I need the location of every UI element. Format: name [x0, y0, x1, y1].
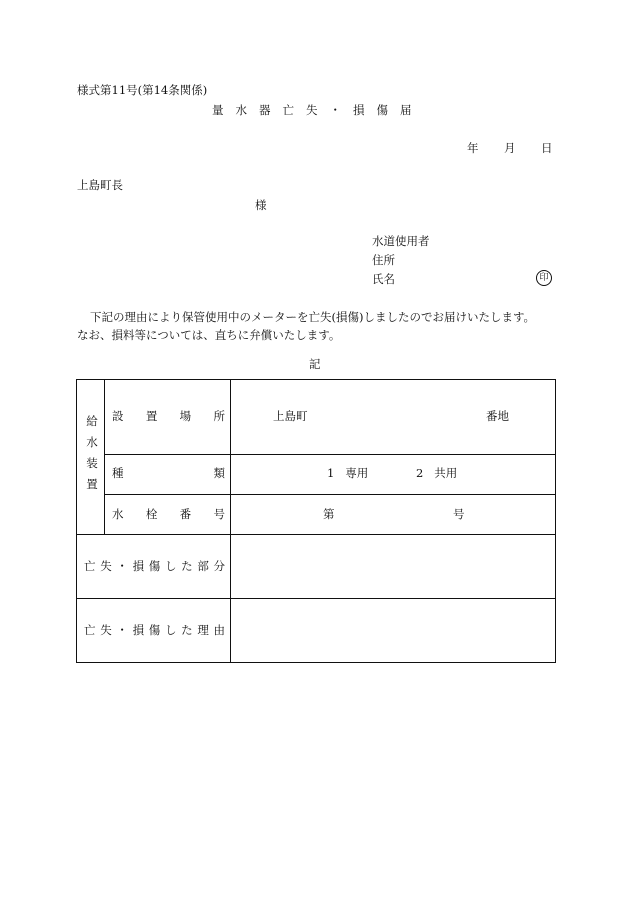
date-month-field[interactable]: 月 — [504, 141, 516, 155]
group-label-char: 置 — [86, 477, 98, 491]
group-label-char: 給 — [86, 414, 98, 428]
body-text-line-1: 下記の理由により保管使用中のメーターを亡失(損傷)しましたのでお届けいたします。 — [90, 310, 536, 324]
hydrant-number-prefix: 第 — [323, 507, 335, 521]
title-char: ・ — [329, 103, 341, 117]
form-number: 様式第11号(第14条関係) — [77, 83, 208, 97]
title-char: 器 — [259, 103, 271, 117]
lost-part-input[interactable] — [237, 540, 549, 592]
title-char: 損 — [353, 103, 365, 117]
date-year-field[interactable]: 年 — [467, 141, 479, 155]
group-label-char: 装 — [86, 456, 98, 470]
applicant-role: 水道使用者 — [372, 234, 430, 248]
location-lot-suffix: 番地 — [486, 409, 509, 423]
title-char: 傷 — [376, 103, 388, 117]
table-divider — [104, 454, 555, 455]
hydrant-number-suffix: 号 — [453, 507, 465, 521]
title-char: 亡 — [282, 103, 294, 117]
table-divider — [230, 380, 231, 662]
document-title — [212, 105, 424, 117]
seal-icon: 印 — [536, 270, 552, 286]
type-option-dedicated[interactable]: 1 専用 — [327, 466, 369, 480]
address-field[interactable]: 住所 — [372, 253, 395, 267]
title-char: 量 — [212, 103, 224, 117]
group-label-char: 水 — [86, 435, 98, 449]
table-divider — [77, 598, 555, 599]
honorific: 様 — [255, 198, 267, 212]
title-char: 届 — [400, 103, 412, 117]
body-text-line-2: なお、損料等については、直ちに弁償いたします。 — [77, 328, 341, 342]
table-divider — [77, 534, 555, 535]
location-town[interactable]: 上島町 — [273, 409, 308, 423]
name-field[interactable]: 氏名 — [372, 272, 395, 286]
title-char: 失 — [306, 103, 318, 117]
water-supply-equipment-label — [86, 416, 98, 500]
location-label: 設 置 場 所 — [112, 409, 225, 423]
table-divider — [104, 380, 105, 534]
date-day-field[interactable]: 日 — [541, 141, 553, 155]
type-label: 種 類 — [112, 466, 225, 480]
addressee: 上島町長 — [77, 178, 123, 192]
lost-reason-label: 亡 失 ・ 損 傷 し た 理 由 — [84, 623, 225, 637]
type-option-shared[interactable]: 2 共用 — [416, 466, 458, 480]
record-heading: 記 — [309, 357, 321, 371]
title-char: 水 — [235, 103, 247, 117]
hydrant-number-label: 水 栓 番 号 — [112, 507, 225, 521]
form-table — [76, 379, 556, 663]
table-divider — [104, 494, 555, 495]
lost-part-label: 亡 失 ・ 損 傷 し た 部 分 — [84, 559, 225, 573]
lost-reason-input[interactable] — [237, 604, 549, 656]
